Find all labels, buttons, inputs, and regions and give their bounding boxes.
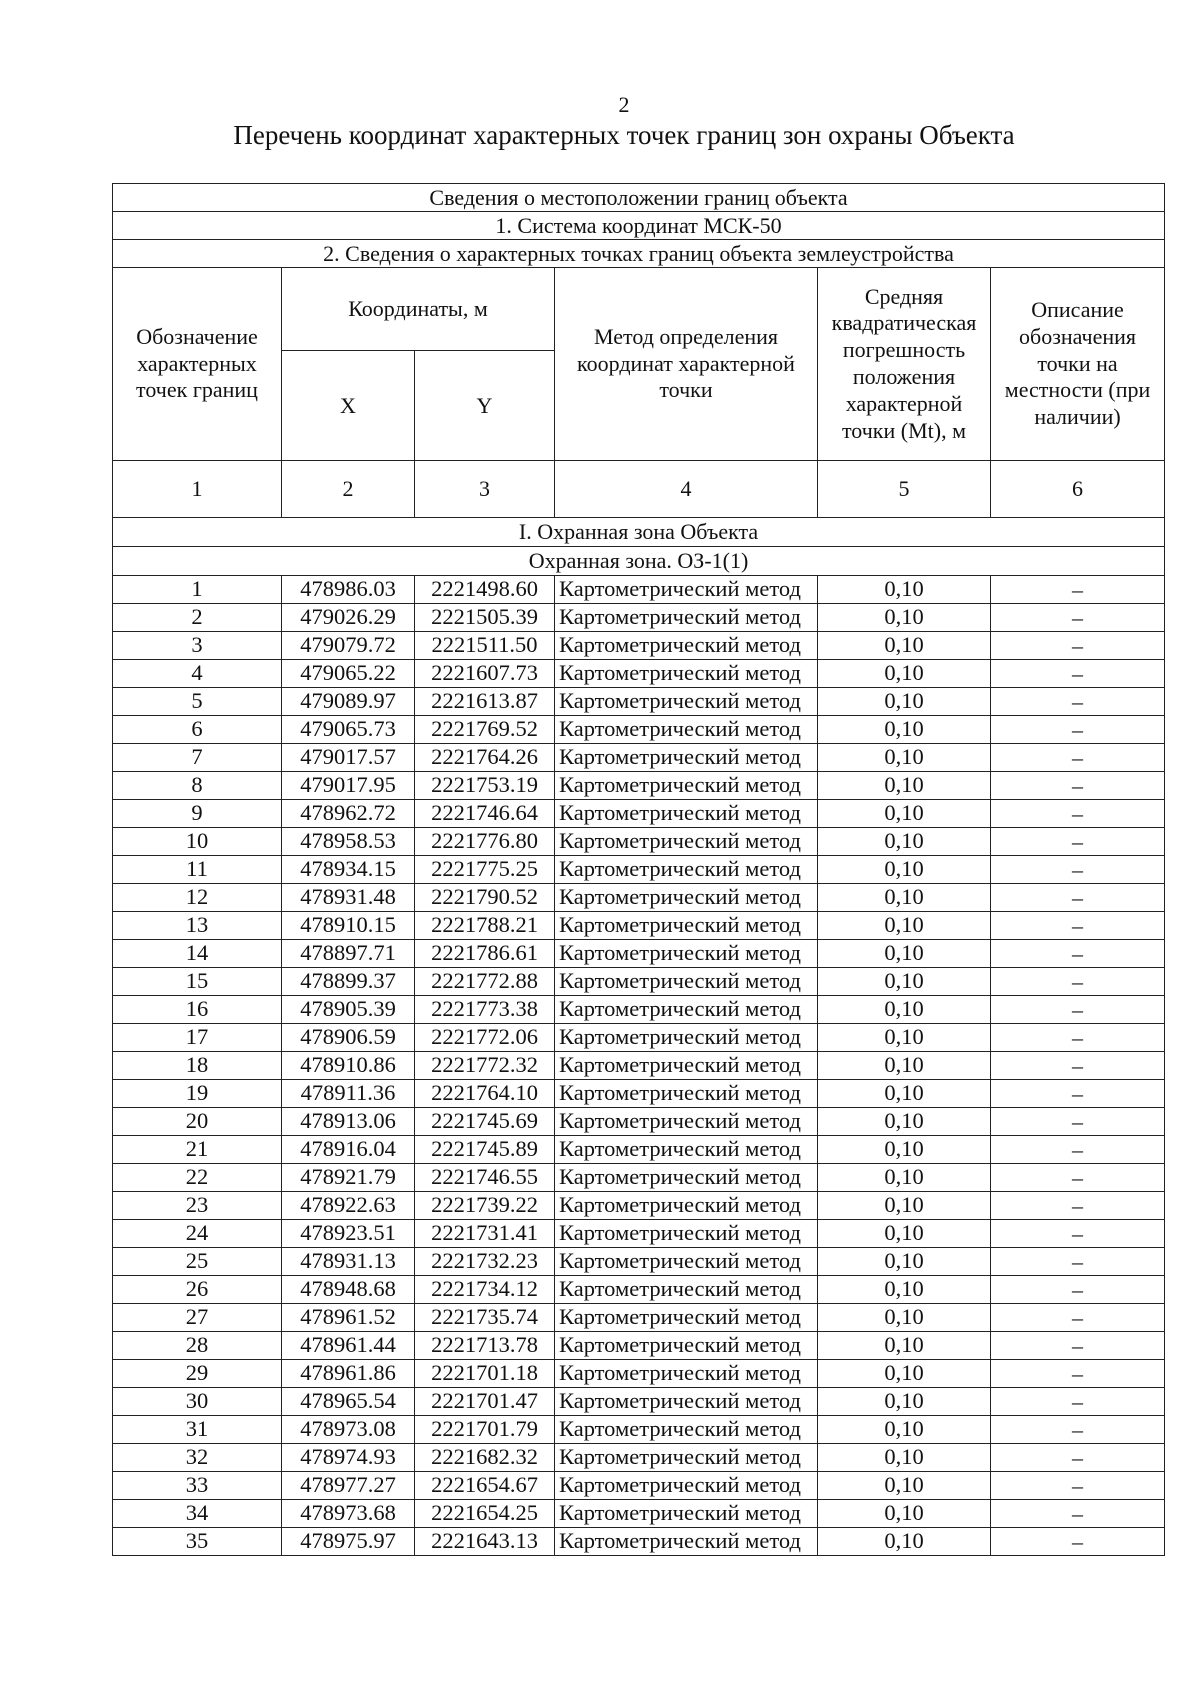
point-number: 10 bbox=[113, 828, 282, 856]
description: – bbox=[991, 1248, 1165, 1276]
method: Картометрический метод bbox=[555, 912, 818, 940]
coord-y: 2221769.52 bbox=[415, 716, 555, 744]
method: Картометрический метод bbox=[555, 772, 818, 800]
error-value: 0,10 bbox=[818, 884, 991, 912]
coord-y: 2221790.52 bbox=[415, 884, 555, 912]
description: – bbox=[991, 1528, 1165, 1556]
coord-x: 478910.15 bbox=[282, 912, 415, 940]
method: Картометрический метод bbox=[555, 968, 818, 996]
description: – bbox=[991, 1416, 1165, 1444]
col-header-coordinates: Координаты, м bbox=[282, 268, 555, 351]
method: Картометрический метод bbox=[555, 1304, 818, 1332]
coord-y: 2221776.80 bbox=[415, 828, 555, 856]
table-row bbox=[113, 884, 1165, 912]
col-header-description: Описание обозначения точки на местности (при наличии) bbox=[991, 268, 1165, 461]
error-value: 0,10 bbox=[818, 744, 991, 772]
point-number: 25 bbox=[113, 1248, 282, 1276]
error-value: 0,10 bbox=[818, 1528, 991, 1556]
error-value: 0,10 bbox=[818, 828, 991, 856]
point-number: 13 bbox=[113, 912, 282, 940]
document-title: Перечень координат характерных точек границ зон охраны Объекта bbox=[233, 120, 1015, 150]
coord-y: 2221734.12 bbox=[415, 1276, 555, 1304]
header-location-info: Сведения о местоположении границ объекта bbox=[113, 184, 1165, 212]
description: – bbox=[991, 1444, 1165, 1472]
method: Картометрический метод bbox=[555, 688, 818, 716]
method: Картометрический метод bbox=[555, 856, 818, 884]
point-number: 11 bbox=[113, 856, 282, 884]
point-number: 9 bbox=[113, 800, 282, 828]
error-value: 0,10 bbox=[818, 1500, 991, 1528]
method: Картометрический метод bbox=[555, 660, 818, 688]
table-row bbox=[113, 660, 1165, 688]
table-row bbox=[113, 744, 1165, 772]
point-number: 34 bbox=[113, 1500, 282, 1528]
description: – bbox=[991, 1276, 1165, 1304]
page-number: 2 bbox=[618, 92, 630, 117]
table-row bbox=[113, 1136, 1165, 1164]
point-number: 14 bbox=[113, 940, 282, 968]
description: – bbox=[991, 1024, 1165, 1052]
error-value: 0,10 bbox=[818, 1248, 991, 1276]
section-title: I. Охранная зона Объекта bbox=[113, 518, 1165, 547]
table-row bbox=[113, 632, 1165, 660]
table-row bbox=[113, 968, 1165, 996]
coord-x: 478897.71 bbox=[282, 940, 415, 968]
method: Картометрический метод bbox=[555, 1332, 818, 1360]
error-value: 0,10 bbox=[818, 1052, 991, 1080]
coord-x: 478961.52 bbox=[282, 1304, 415, 1332]
col-header-designation: Обозначение характерных точек границ bbox=[113, 268, 282, 461]
description: – bbox=[991, 604, 1165, 632]
coord-x: 479065.22 bbox=[282, 660, 415, 688]
point-number: 22 bbox=[113, 1164, 282, 1192]
table-row bbox=[113, 604, 1165, 632]
point-number: 4 bbox=[113, 660, 282, 688]
point-number: 30 bbox=[113, 1388, 282, 1416]
coord-y: 2221764.10 bbox=[415, 1080, 555, 1108]
coord-y: 2221772.88 bbox=[415, 968, 555, 996]
table-row bbox=[113, 1416, 1165, 1444]
error-value: 0,10 bbox=[818, 1024, 991, 1052]
error-value: 0,10 bbox=[818, 968, 991, 996]
point-number: 8 bbox=[113, 772, 282, 800]
description: – bbox=[991, 1192, 1165, 1220]
coord-y: 2221613.87 bbox=[415, 688, 555, 716]
coord-x: 479079.72 bbox=[282, 632, 415, 660]
coord-y: 2221745.69 bbox=[415, 1108, 555, 1136]
table-row bbox=[113, 1080, 1165, 1108]
col-header-x: X bbox=[282, 351, 415, 461]
coord-y: 2221746.64 bbox=[415, 800, 555, 828]
coord-y: 2221607.73 bbox=[415, 660, 555, 688]
table-row bbox=[113, 1388, 1165, 1416]
error-value: 0,10 bbox=[818, 772, 991, 800]
column-numbers-row bbox=[113, 461, 1165, 518]
column-number: 6 bbox=[991, 461, 1165, 518]
error-value: 0,10 bbox=[818, 856, 991, 884]
table-row bbox=[113, 800, 1165, 828]
table-row bbox=[113, 576, 1165, 604]
coord-x: 478977.27 bbox=[282, 1472, 415, 1500]
description: – bbox=[991, 1108, 1165, 1136]
coord-y: 2221775.25 bbox=[415, 856, 555, 884]
error-value: 0,10 bbox=[818, 996, 991, 1024]
zone-title: Охранная зона. ОЗ-1(1) bbox=[113, 547, 1165, 576]
method: Картометрический метод bbox=[555, 632, 818, 660]
coord-x: 478911.36 bbox=[282, 1080, 415, 1108]
error-value: 0,10 bbox=[818, 1360, 991, 1388]
description: – bbox=[991, 856, 1165, 884]
column-number: 3 bbox=[415, 461, 555, 518]
header-coordinate-system: 1. Система координат МСК-50 bbox=[113, 212, 1165, 240]
table-row bbox=[113, 1528, 1165, 1556]
coord-x: 478905.39 bbox=[282, 996, 415, 1024]
method: Картометрический метод bbox=[555, 1528, 818, 1556]
point-number: 2 bbox=[113, 604, 282, 632]
coordinates-table bbox=[112, 183, 1165, 1556]
coord-y: 2221643.13 bbox=[415, 1528, 555, 1556]
coord-y: 2221732.23 bbox=[415, 1248, 555, 1276]
point-number: 27 bbox=[113, 1304, 282, 1332]
error-value: 0,10 bbox=[818, 1192, 991, 1220]
point-number: 21 bbox=[113, 1136, 282, 1164]
column-number: 1 bbox=[113, 461, 282, 518]
point-number: 17 bbox=[113, 1024, 282, 1052]
coord-x: 478986.03 bbox=[282, 576, 415, 604]
point-number: 33 bbox=[113, 1472, 282, 1500]
error-value: 0,10 bbox=[818, 800, 991, 828]
description: – bbox=[991, 660, 1165, 688]
point-number: 12 bbox=[113, 884, 282, 912]
description: – bbox=[991, 996, 1165, 1024]
coord-x: 478934.15 bbox=[282, 856, 415, 884]
method: Картометрический метод bbox=[555, 940, 818, 968]
point-number: 23 bbox=[113, 1192, 282, 1220]
coord-y: 2221746.55 bbox=[415, 1164, 555, 1192]
coord-x: 479089.97 bbox=[282, 688, 415, 716]
point-number: 26 bbox=[113, 1276, 282, 1304]
point-number: 20 bbox=[113, 1108, 282, 1136]
coord-y: 2221511.50 bbox=[415, 632, 555, 660]
error-value: 0,10 bbox=[818, 1472, 991, 1500]
description: – bbox=[991, 884, 1165, 912]
coord-y: 2221654.67 bbox=[415, 1472, 555, 1500]
description: – bbox=[991, 716, 1165, 744]
coord-x: 479017.57 bbox=[282, 744, 415, 772]
coord-x: 478906.59 bbox=[282, 1024, 415, 1052]
error-value: 0,10 bbox=[818, 576, 991, 604]
col-header-error: Средняя квадратическая погрешность положения характерной точки (Mt), м bbox=[818, 268, 991, 461]
table-row bbox=[113, 772, 1165, 800]
description: – bbox=[991, 772, 1165, 800]
coord-x: 478916.04 bbox=[282, 1136, 415, 1164]
point-number: 35 bbox=[113, 1528, 282, 1556]
table-row bbox=[113, 912, 1165, 940]
coord-y: 2221731.41 bbox=[415, 1220, 555, 1248]
column-number: 4 bbox=[555, 461, 818, 518]
method: Картометрический метод bbox=[555, 828, 818, 856]
table-row bbox=[113, 1248, 1165, 1276]
point-number: 18 bbox=[113, 1052, 282, 1080]
error-value: 0,10 bbox=[818, 1444, 991, 1472]
table-body bbox=[113, 576, 1165, 1556]
coord-y: 2221773.38 bbox=[415, 996, 555, 1024]
coord-y: 2221764.26 bbox=[415, 744, 555, 772]
column-number: 5 bbox=[818, 461, 991, 518]
header-boundary-points-info: 2. Сведения о характерных точках границ объекта землеустройства bbox=[113, 240, 1165, 268]
description: – bbox=[991, 1220, 1165, 1248]
point-number: 7 bbox=[113, 744, 282, 772]
coord-x: 479065.73 bbox=[282, 716, 415, 744]
coord-y: 2221739.22 bbox=[415, 1192, 555, 1220]
table-row bbox=[113, 856, 1165, 884]
table-row bbox=[113, 688, 1165, 716]
table-row bbox=[113, 1164, 1165, 1192]
coord-x: 478899.37 bbox=[282, 968, 415, 996]
coord-x: 478931.13 bbox=[282, 1248, 415, 1276]
method: Картометрический метод bbox=[555, 1500, 818, 1528]
coord-y: 2221701.79 bbox=[415, 1416, 555, 1444]
method: Картометрический метод bbox=[555, 716, 818, 744]
coord-y: 2221745.89 bbox=[415, 1136, 555, 1164]
coord-y: 2221498.60 bbox=[415, 576, 555, 604]
table-row bbox=[113, 1024, 1165, 1052]
description: – bbox=[991, 968, 1165, 996]
coord-x: 478921.79 bbox=[282, 1164, 415, 1192]
method: Картометрический метод bbox=[555, 1388, 818, 1416]
table-row bbox=[113, 1108, 1165, 1136]
coord-x: 478965.54 bbox=[282, 1388, 415, 1416]
table-row bbox=[113, 996, 1165, 1024]
error-value: 0,10 bbox=[818, 1276, 991, 1304]
coord-y: 2221654.25 bbox=[415, 1500, 555, 1528]
method: Картометрический метод bbox=[555, 1080, 818, 1108]
error-value: 0,10 bbox=[818, 1080, 991, 1108]
table-row bbox=[113, 1276, 1165, 1304]
point-number: 24 bbox=[113, 1220, 282, 1248]
method: Картометрический метод bbox=[555, 1192, 818, 1220]
method: Картометрический метод bbox=[555, 1220, 818, 1248]
error-value: 0,10 bbox=[818, 912, 991, 940]
column-number: 2 bbox=[282, 461, 415, 518]
coord-x: 478962.72 bbox=[282, 800, 415, 828]
point-number: 5 bbox=[113, 688, 282, 716]
point-number: 16 bbox=[113, 996, 282, 1024]
method: Картометрический метод bbox=[555, 1416, 818, 1444]
table-row bbox=[113, 1360, 1165, 1388]
description: – bbox=[991, 912, 1165, 940]
description: – bbox=[991, 1080, 1165, 1108]
method: Картометрический метод bbox=[555, 1136, 818, 1164]
method: Картометрический метод bbox=[555, 1472, 818, 1500]
coord-x: 478923.51 bbox=[282, 1220, 415, 1248]
point-number: 6 bbox=[113, 716, 282, 744]
coord-x: 478961.44 bbox=[282, 1332, 415, 1360]
table-row bbox=[113, 1220, 1165, 1248]
description: – bbox=[991, 1136, 1165, 1164]
table-row bbox=[113, 828, 1165, 856]
description: – bbox=[991, 1500, 1165, 1528]
table-row bbox=[113, 1304, 1165, 1332]
col-header-y: Y bbox=[415, 351, 555, 461]
method: Картометрический метод bbox=[555, 1444, 818, 1472]
table-row bbox=[113, 1472, 1165, 1500]
table-row bbox=[113, 1444, 1165, 1472]
method: Картометрический метод bbox=[555, 800, 818, 828]
point-number: 28 bbox=[113, 1332, 282, 1360]
error-value: 0,10 bbox=[818, 1136, 991, 1164]
method: Картометрический метод bbox=[555, 576, 818, 604]
point-number: 32 bbox=[113, 1444, 282, 1472]
method: Картометрический метод bbox=[555, 1024, 818, 1052]
method: Картометрический метод bbox=[555, 1248, 818, 1276]
description: – bbox=[991, 1360, 1165, 1388]
error-value: 0,10 bbox=[818, 1108, 991, 1136]
method: Картометрический метод bbox=[555, 884, 818, 912]
error-value: 0,10 bbox=[818, 1416, 991, 1444]
table-row bbox=[113, 1052, 1165, 1080]
description: – bbox=[991, 1304, 1165, 1332]
point-number: 3 bbox=[113, 632, 282, 660]
description: – bbox=[991, 828, 1165, 856]
coord-y: 2221772.32 bbox=[415, 1052, 555, 1080]
coord-y: 2221701.18 bbox=[415, 1360, 555, 1388]
coord-y: 2221786.61 bbox=[415, 940, 555, 968]
method: Картометрический метод bbox=[555, 996, 818, 1024]
error-value: 0,10 bbox=[818, 1388, 991, 1416]
description: – bbox=[991, 1472, 1165, 1500]
table-row bbox=[113, 1500, 1165, 1528]
description: – bbox=[991, 1388, 1165, 1416]
error-value: 0,10 bbox=[818, 688, 991, 716]
coord-y: 2221713.78 bbox=[415, 1332, 555, 1360]
error-value: 0,10 bbox=[818, 1164, 991, 1192]
coord-y: 2221735.74 bbox=[415, 1304, 555, 1332]
coord-y: 2221682.32 bbox=[415, 1444, 555, 1472]
coord-x: 478922.63 bbox=[282, 1192, 415, 1220]
error-value: 0,10 bbox=[818, 632, 991, 660]
coord-x: 478913.06 bbox=[282, 1108, 415, 1136]
description: – bbox=[991, 1164, 1165, 1192]
coord-x: 479026.29 bbox=[282, 604, 415, 632]
method: Картометрический метод bbox=[555, 1108, 818, 1136]
table-row bbox=[113, 716, 1165, 744]
point-number: 1 bbox=[113, 576, 282, 604]
col-header-method: Метод определения координат характерной точки bbox=[555, 268, 818, 461]
description: – bbox=[991, 1332, 1165, 1360]
coord-x: 479017.95 bbox=[282, 772, 415, 800]
method: Картометрический метод bbox=[555, 604, 818, 632]
table-row bbox=[113, 940, 1165, 968]
coord-x: 478973.08 bbox=[282, 1416, 415, 1444]
coord-x: 478961.86 bbox=[282, 1360, 415, 1388]
description: – bbox=[991, 940, 1165, 968]
point-number: 29 bbox=[113, 1360, 282, 1388]
error-value: 0,10 bbox=[818, 716, 991, 744]
description: – bbox=[991, 800, 1165, 828]
coord-x: 478948.68 bbox=[282, 1276, 415, 1304]
coord-x: 478931.48 bbox=[282, 884, 415, 912]
description: – bbox=[991, 632, 1165, 660]
coord-x: 478973.68 bbox=[282, 1500, 415, 1528]
coord-y: 2221772.06 bbox=[415, 1024, 555, 1052]
method: Картометрический метод bbox=[555, 1276, 818, 1304]
error-value: 0,10 bbox=[818, 1332, 991, 1360]
coord-x: 478910.86 bbox=[282, 1052, 415, 1080]
point-number: 19 bbox=[113, 1080, 282, 1108]
description: – bbox=[991, 576, 1165, 604]
description: – bbox=[991, 744, 1165, 772]
method: Картометрический метод bbox=[555, 1052, 818, 1080]
error-value: 0,10 bbox=[818, 660, 991, 688]
error-value: 0,10 bbox=[818, 1304, 991, 1332]
method: Картометрический метод bbox=[555, 1164, 818, 1192]
method: Картометрический метод bbox=[555, 1360, 818, 1388]
coord-y: 2221788.21 bbox=[415, 912, 555, 940]
coord-x: 478958.53 bbox=[282, 828, 415, 856]
point-number: 15 bbox=[113, 968, 282, 996]
table-row bbox=[113, 1192, 1165, 1220]
table-row bbox=[113, 1332, 1165, 1360]
coord-y: 2221753.19 bbox=[415, 772, 555, 800]
coord-x: 478975.97 bbox=[282, 1528, 415, 1556]
coord-y: 2221505.39 bbox=[415, 604, 555, 632]
error-value: 0,10 bbox=[818, 940, 991, 968]
error-value: 0,10 bbox=[818, 604, 991, 632]
coord-x: 478974.93 bbox=[282, 1444, 415, 1472]
error-value: 0,10 bbox=[818, 1220, 991, 1248]
method: Картометрический метод bbox=[555, 744, 818, 772]
description: – bbox=[991, 688, 1165, 716]
point-number: 31 bbox=[113, 1416, 282, 1444]
coord-y: 2221701.47 bbox=[415, 1388, 555, 1416]
description: – bbox=[991, 1052, 1165, 1080]
